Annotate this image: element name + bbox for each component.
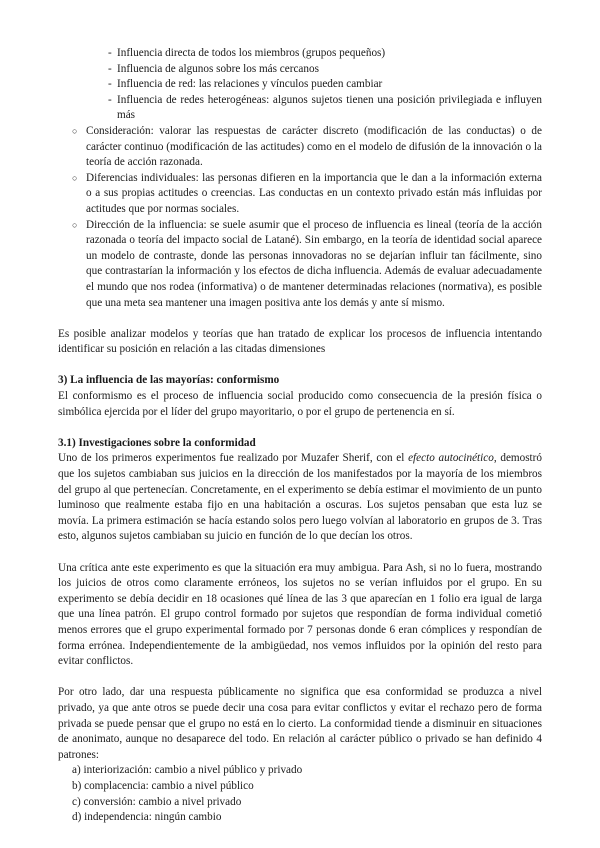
paragraph-sherif-term: efecto autocinético [408, 452, 494, 465]
dimensions-list [58, 124, 542, 311]
list-item: - Influencia de redes heterogéneas: algunos sujetos tienen una posición privilegiada e influyen más [108, 93, 542, 124]
list-item-text: Consideración: valorar las respuestas de carácter discreto (modificación de las conductas) o de carácter continuo (modificación de las actitudes) como en el modelo de difusión de la innovación o la teoría de acción razonada. [86, 124, 542, 169]
list-item [72, 218, 542, 312]
list-item-text: Dirección de la influencia: se suele asumir que el proceso de influencia es lineal (teoría de la acción razonada o teoría del impacto social de Latané). Sin embargo, en la teoría de identidad social aparece un modelo de contraste, donde las personas innovadoras no se dejarían influir tan fácilmente, sino que contrastarían la información y los efectos de dicha influencia. Además de evaluar adecuadamente el mundo que nos rodea (informativa) o de mantener determinadas relaciones (normativa), es posible que una meta sea mantener una imagen positiva ante los demás y ante sí mismo. [86, 218, 542, 309]
list-item [72, 171, 542, 218]
circle-bullet-icon: ○ [72, 125, 78, 136]
network-influence-list [58, 46, 542, 124]
section-heading-investigaciones: 3.1) Investigaciones sobre la conformidad [58, 436, 256, 449]
list-item-text: Diferencias individuales: las personas difieren en la importancia que le dan a la información externa o a sus propias actitudes o creencias. Las conductas en un contexto privado están más influidas por actitudes que por normas sociales. [86, 171, 542, 215]
list-item: c) conversión: cambio a nivel privado [72, 795, 242, 808]
list-item: a) interiorización: cambio a nivel público y privado [72, 764, 303, 777]
list-item: - Influencia de red: las relaciones y vínculos pueden cambiar [108, 77, 542, 93]
paragraph-privado: Por otro lado, dar una respuesta públicamente no significa que esa conformidad se produzca a nivel privado, ya que ante otros se puede decir una cosa para evitar conflictos y evitar el rechazo pero de forma privada se puede pensar que el grupo no está en lo cierto. La conformidad tiende a disminuir en situaciones de anonimato, aunque no desaparece del todo. En relación al carácter público o privado se han definido 4 patrones: [58, 686, 542, 761]
paragraph-conformismo: El conformismo es el proceso de influencia social producido como consecuencia de la presión física o simbólica ejercida por el líder del grupo mayoritario, o por el grupo de pertenencia en sí. [58, 390, 542, 418]
patterns-list [58, 763, 542, 825]
circle-bullet-icon: ○ [72, 172, 78, 183]
list-item: d) independencia: ningún cambio [72, 811, 222, 824]
paragraph-sherif [58, 451, 542, 545]
section-heading-conformismo: 3) La influencia de las mayorías: conformismo [58, 374, 280, 387]
paragraph-critica: Una crítica ante este experimento es que la situación era muy ambigua. Para Ash, si no lo fuera, mostrando los juicios de otros como claramente erróneos, los sujetos no se verían influidos por el grupo. En su experimento se debía decidir en 18 ocasiones qué línea de las 3 que aparecían en 1 folio era igual de larga que una línea patrón. El grupo control formado por sujetos que respondían de forma individual cometió menos errores que el grupo experimental formado por 7 personas donde 6 eran cómplices y respondían de forma errónea. Independientemente de la ambigüedad, nos vemos influidos por la opinión del resto para evitar conflictos. [58, 561, 542, 668]
paragraph-models: Es posible analizar modelos y teorías que han tratado de explicar los procesos de influencia intentando identificar su posición en relación a las citadas dimensiones [58, 327, 542, 356]
circle-bullet-icon: ○ [72, 219, 78, 230]
paragraph-sherif-start: Uno de los primeros experimentos fue realizado por Muzafer Sherif, con el [58, 452, 409, 465]
list-item: b) complacencia: cambio a nivel público [72, 779, 254, 792]
list-item: - Influencia directa de todos los miembros (grupos pequeños) [108, 46, 542, 62]
list-item: - Influencia de algunos sobre los más cercanos [108, 62, 542, 78]
list-item [72, 124, 542, 171]
paragraph-sherif-rest: , demostró que los sujetos cambiaban sus juicios en la dirección de los manifestados por la mayoría de los miembros del grupo al que pertenecían. Concretamente, en el experimento se debía estimar el movimiento de un punto luminoso que realmente estaba fijo en una habitación a oscuras. Los sujetos pensaban que esta luz se movía. La primera estimación se hacía estando solos pero luego volvían al laboratorio en grupos de 3. Tras esto, algunos sujetos cambiaban su juicio en función de lo que decían los otros. [58, 452, 543, 543]
